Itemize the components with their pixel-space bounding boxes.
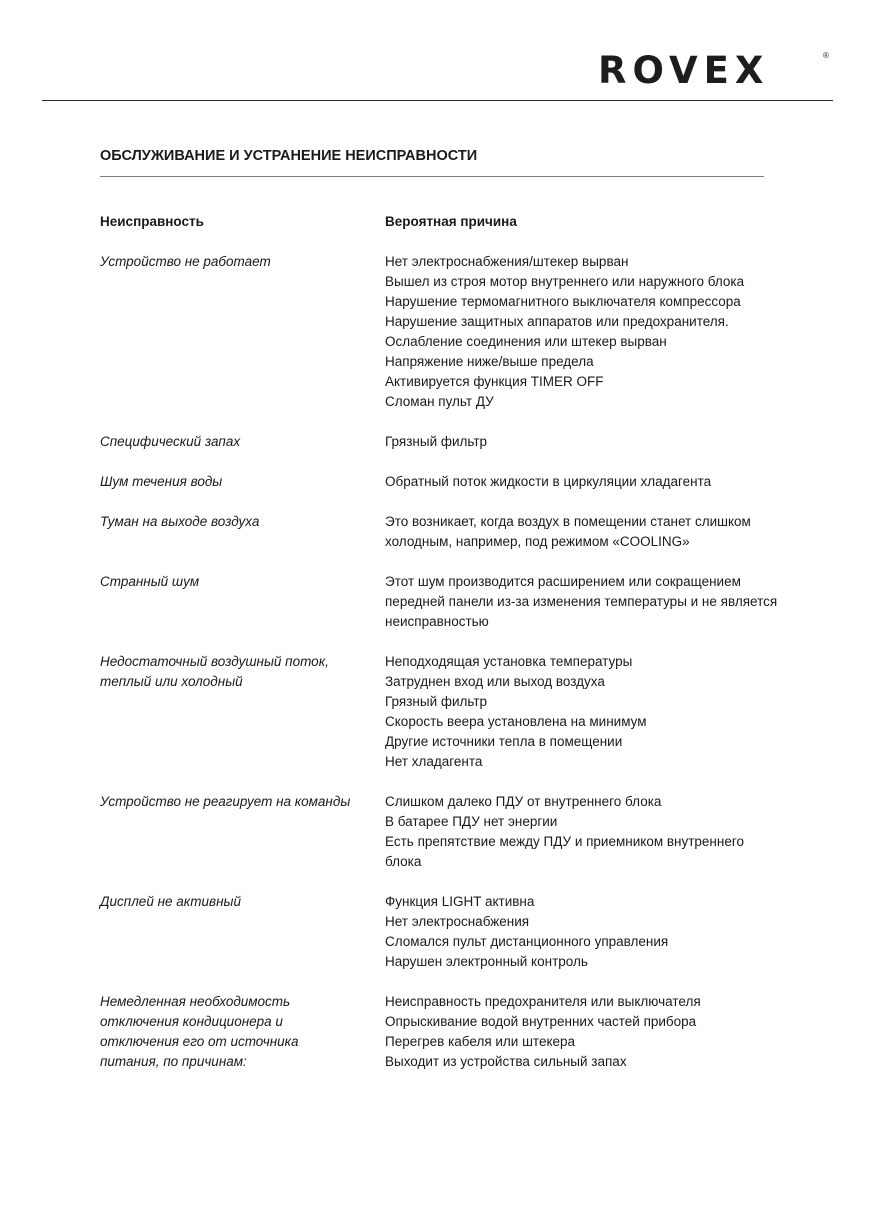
header-divider [42, 100, 833, 101]
cause-item: Затруднен вход или выход воздуха [385, 674, 605, 689]
fault-label: Дисплей не активный [100, 894, 241, 909]
title-divider [100, 176, 764, 177]
cause-list [385, 652, 780, 772]
registered-mark: ® [823, 51, 829, 60]
cause-item: Нарушение термомагнитного выключателя компрессора [385, 294, 741, 309]
cause-list [385, 512, 780, 552]
fault-label: Недостаточный воздушный поток, теплый или холодный [100, 654, 329, 689]
cause-item: Есть препятствие между ПДУ и приемником внутреннего блока [385, 834, 744, 869]
cause-item: Неподходящая установка температуры [385, 654, 633, 669]
cause-list [385, 992, 780, 1072]
cause-item: Опрыскивание водой внутренних частей прибора [385, 1014, 697, 1029]
cause-item: Грязный фильтр [385, 694, 488, 709]
cause-item: Сломался пульт дистанционного управления [385, 934, 669, 949]
cause-item: Перегрев кабеля или штекера [385, 1034, 576, 1049]
cause-item: Другие источники тепла в помещении [385, 734, 623, 749]
cause-list [385, 572, 780, 632]
cause-item: Неисправность предохранителя или выключателя [385, 994, 701, 1009]
rovex-logo [598, 49, 830, 92]
cause-item: Нарушение защитных аппаратов или предохранителя. [385, 314, 729, 329]
cause-item: В батарее ПДУ нет энергии [385, 814, 558, 829]
cause-list [385, 432, 780, 452]
page-title: ОБСЛУЖИВАНИЕ И УСТРАНЕНИЕ НЕИСПРАВНОСТИ [100, 148, 478, 164]
fault-label: Специфический запах [100, 434, 241, 449]
cause-item: Ослабление соединения или штекер вырван [385, 334, 667, 349]
column-header-fault: Неисправность [100, 214, 204, 229]
cause-item: Активируется функция TIMER OFF [385, 374, 604, 389]
column-header-cause: Вероятная причина [385, 214, 517, 229]
fault-label: Немедленная необходимость отключения кондиционера и отключения его от источника питания, по причинам: [100, 994, 299, 1069]
cause-item: Грязный фильтр [385, 434, 488, 449]
cause-item: Напряжение ниже/выше предела [385, 354, 594, 369]
cause-item: Нет хладагента [385, 754, 483, 769]
cause-list [385, 252, 780, 412]
cause-list [385, 792, 780, 872]
cause-item: Обратный поток жидкости в циркуляции хладагента [385, 474, 712, 489]
cause-item: Нарушен электронный контроль [385, 954, 588, 969]
fault-label: Устройство не работает [100, 254, 271, 269]
cause-item: Выходит из устройства сильный запах [385, 1054, 627, 1069]
cause-item: Нет электроснабжения [385, 914, 530, 929]
cause-item: Скорость веера установлена на минимум [385, 714, 647, 729]
fault-label: Туман на выходе воздуха [100, 514, 260, 529]
cause-item: Функция LIGHT активна [385, 894, 535, 909]
fault-label: Странный шум [100, 574, 200, 589]
cause-item: Сломан пульт ДУ [385, 394, 494, 409]
brand-name: ROVEX [598, 49, 770, 92]
fault-label: Шум течения воды [100, 474, 223, 489]
cause-item: Слишком далеко ПДУ от внутреннего блока [385, 794, 662, 809]
cause-item: Нет электроснабжения/штекер вырван [385, 254, 629, 269]
cause-list [385, 892, 780, 972]
cause-item: Вышел из строя мотор внутреннего или наружного блока [385, 274, 745, 289]
fault-label: Устройство не реагирует на команды [100, 794, 351, 809]
cause-item: Этот шум производится расширением или сокращением передней панели из-за изменения температуры и не является неисправностью [385, 574, 778, 629]
cause-item: Это возникает, когда воздух в помещении станет слишком холодным, например, под режимом «COOLING» [385, 514, 751, 549]
cause-list [385, 472, 780, 492]
